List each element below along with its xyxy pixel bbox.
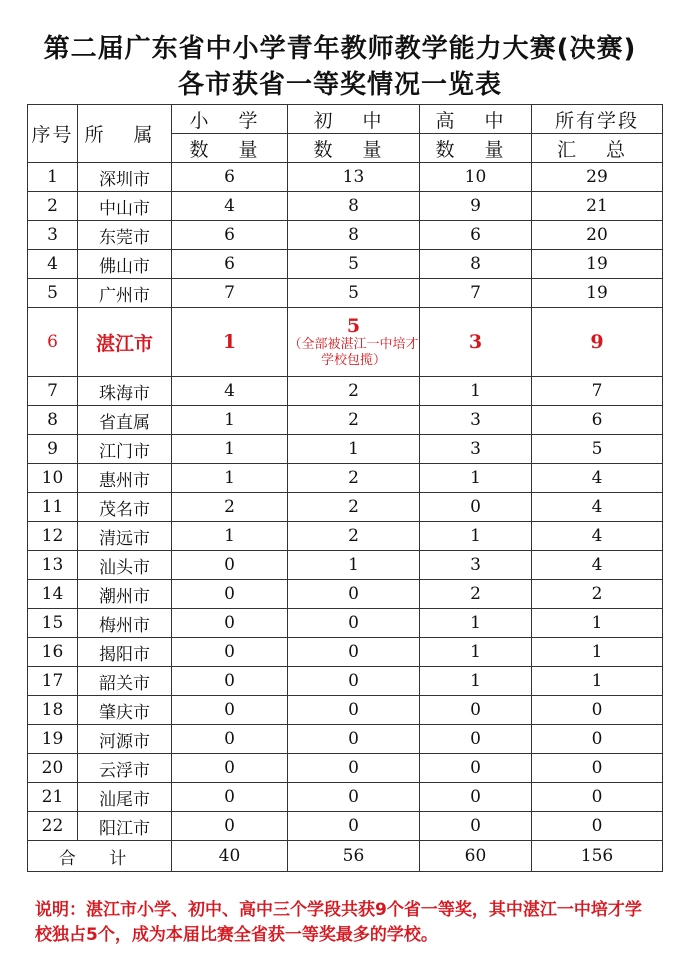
- cell-city: 潮州市: [78, 580, 172, 609]
- table-row: [28, 522, 663, 551]
- cell-primary: 0: [172, 609, 288, 638]
- cell-primary: 0: [172, 812, 288, 841]
- total-label: 合 计: [28, 841, 172, 872]
- cell-total: 2: [532, 580, 663, 609]
- cell-junior: 0: [288, 754, 420, 783]
- cell-seq: 2: [28, 192, 78, 221]
- cell-junior: 2: [288, 493, 420, 522]
- table-row: [28, 279, 663, 308]
- cell-city: 河源市: [78, 725, 172, 754]
- cell-primary: 1: [172, 464, 288, 493]
- table-row: [28, 406, 663, 435]
- cell-city: 东莞市: [78, 221, 172, 250]
- cell-primary: 4: [172, 192, 288, 221]
- cell-primary: 2: [172, 493, 288, 522]
- cell-primary: 6: [172, 221, 288, 250]
- cell-senior: 8: [420, 250, 532, 279]
- cell-seq: 9: [28, 435, 78, 464]
- cell-senior: 10: [420, 163, 532, 192]
- cell-total: 9: [532, 308, 663, 377]
- cell-total: 1: [532, 638, 663, 667]
- header-primary: 小 学: [172, 105, 288, 134]
- cell-primary: 1: [172, 308, 288, 377]
- cell-primary: 0: [172, 754, 288, 783]
- cell-total: 4: [532, 522, 663, 551]
- total-primary: 40: [172, 841, 288, 872]
- cell-seq: 4: [28, 250, 78, 279]
- cell-seq: 14: [28, 580, 78, 609]
- cell-primary: 0: [172, 667, 288, 696]
- cell-city: 深圳市: [78, 163, 172, 192]
- cell-seq: 21: [28, 783, 78, 812]
- cell-seq: 7: [28, 377, 78, 406]
- cell-city: 梅州市: [78, 609, 172, 638]
- cell-primary: 0: [172, 783, 288, 812]
- cell-city: 佛山市: [78, 250, 172, 279]
- cell-junior: 8: [288, 192, 420, 221]
- table-row: [28, 192, 663, 221]
- cell-city: 阳江市: [78, 812, 172, 841]
- cell-senior: 6: [420, 221, 532, 250]
- cell-total: 4: [532, 493, 663, 522]
- cell-junior: 13: [288, 163, 420, 192]
- cell-city: 茂名市: [78, 493, 172, 522]
- cell-junior: 2: [288, 406, 420, 435]
- cell-city: 惠州市: [78, 464, 172, 493]
- cell-total: 21: [532, 192, 663, 221]
- cell-junior: 2: [288, 377, 420, 406]
- cell-total: 19: [532, 279, 663, 308]
- cell-city: 湛江市: [78, 308, 172, 377]
- header-junior: 初 中: [288, 105, 420, 134]
- cell-senior: 1: [420, 638, 532, 667]
- cell-junior: [288, 308, 420, 377]
- header-total-sub: 汇 总: [532, 134, 663, 163]
- cell-primary: 1: [172, 406, 288, 435]
- cell-city: 珠海市: [78, 377, 172, 406]
- cell-senior: 0: [420, 754, 532, 783]
- cell-senior: 7: [420, 279, 532, 308]
- cell-junior-note: （全部被湛江一中培才学校包揽）: [288, 337, 419, 368]
- table-row: [28, 377, 663, 406]
- cell-primary: 0: [172, 551, 288, 580]
- cell-total: 5: [532, 435, 663, 464]
- cell-junior: 2: [288, 464, 420, 493]
- cell-senior: 0: [420, 725, 532, 754]
- cell-junior: 0: [288, 580, 420, 609]
- total-junior: 56: [288, 841, 420, 872]
- footnote: 说明：湛江市小学、初中、高中三个学段共获9个省一等奖，其中湛江一中培才学校独占5个，成为本届比赛全省获一等奖最多的学校。: [35, 900, 642, 945]
- cell-junior: 0: [288, 783, 420, 812]
- cell-seq: 22: [28, 812, 78, 841]
- cell-junior: 0: [288, 725, 420, 754]
- cell-senior: 0: [420, 696, 532, 725]
- cell-senior: 0: [420, 493, 532, 522]
- cell-seq: 15: [28, 609, 78, 638]
- cell-total: 0: [532, 696, 663, 725]
- cell-senior: 0: [420, 812, 532, 841]
- cell-seq: 10: [28, 464, 78, 493]
- cell-junior: 1: [288, 435, 420, 464]
- cell-total: 1: [532, 609, 663, 638]
- cell-senior: 2: [420, 580, 532, 609]
- cell-total: 6: [532, 406, 663, 435]
- cell-primary: 7: [172, 279, 288, 308]
- cell-primary: 1: [172, 522, 288, 551]
- cell-junior-value: 5: [346, 315, 361, 337]
- cell-city: 汕尾市: [78, 783, 172, 812]
- cell-primary: 6: [172, 250, 288, 279]
- header-senior-sub: 数 量: [420, 134, 532, 163]
- cell-total: 0: [532, 725, 663, 754]
- cell-junior: 5: [288, 279, 420, 308]
- table-row: [28, 754, 663, 783]
- awards-table: [27, 104, 663, 872]
- cell-total: 1: [532, 667, 663, 696]
- cell-city: 清远市: [78, 522, 172, 551]
- header-junior-sub: 数 量: [288, 134, 420, 163]
- header-total: 所有学段: [532, 105, 663, 134]
- header-senior: 高 中: [420, 105, 532, 134]
- table-row: [28, 221, 663, 250]
- cell-junior: 8: [288, 221, 420, 250]
- cell-junior: 2: [288, 522, 420, 551]
- cell-senior: 1: [420, 464, 532, 493]
- total-all: 156: [532, 841, 663, 872]
- cell-city: 广州市: [78, 279, 172, 308]
- total-row: [28, 841, 663, 872]
- cell-primary: 1: [172, 435, 288, 464]
- cell-junior: 0: [288, 638, 420, 667]
- table-row: [28, 725, 663, 754]
- cell-junior: 0: [288, 609, 420, 638]
- table-row: [28, 250, 663, 279]
- cell-city: 肇庆市: [78, 696, 172, 725]
- cell-seq: 19: [28, 725, 78, 754]
- cell-total: 0: [532, 783, 663, 812]
- cell-senior: 1: [420, 522, 532, 551]
- cell-seq: 12: [28, 522, 78, 551]
- cell-primary: 0: [172, 725, 288, 754]
- table-row: [28, 435, 663, 464]
- header-primary-sub: 数 量: [172, 134, 288, 163]
- cell-senior: 3: [420, 308, 532, 377]
- cell-total: 4: [532, 551, 663, 580]
- header-seq: 序号: [28, 105, 78, 163]
- cell-seq: 13: [28, 551, 78, 580]
- cell-senior: 0: [420, 783, 532, 812]
- cell-seq: 8: [28, 406, 78, 435]
- table-row: [28, 580, 663, 609]
- cell-junior: 0: [288, 667, 420, 696]
- cell-total: 0: [532, 812, 663, 841]
- cell-senior: 3: [420, 406, 532, 435]
- cell-primary: 0: [172, 696, 288, 725]
- header-city: 所 属: [78, 105, 172, 163]
- cell-senior: 3: [420, 551, 532, 580]
- table-row: [28, 308, 663, 377]
- cell-seq: 17: [28, 667, 78, 696]
- total-senior: 60: [420, 841, 532, 872]
- table-row: [28, 163, 663, 192]
- cell-city: 云浮市: [78, 754, 172, 783]
- cell-primary: 0: [172, 638, 288, 667]
- cell-total: 29: [532, 163, 663, 192]
- cell-city: 省直属: [78, 406, 172, 435]
- cell-city: 汕头市: [78, 551, 172, 580]
- page-title: 第二届广东省中小学青年教师教学能力大赛(决赛): [43, 34, 637, 64]
- cell-junior: 1: [288, 551, 420, 580]
- cell-city: 揭阳市: [78, 638, 172, 667]
- cell-seq: 5: [28, 279, 78, 308]
- cell-senior: 1: [420, 667, 532, 696]
- cell-senior: 1: [420, 377, 532, 406]
- table-row: [28, 812, 663, 841]
- cell-primary: 6: [172, 163, 288, 192]
- cell-seq: 16: [28, 638, 78, 667]
- table-row: [28, 783, 663, 812]
- cell-total: 0: [532, 754, 663, 783]
- cell-primary: 0: [172, 580, 288, 609]
- cell-junior: 0: [288, 696, 420, 725]
- cell-total: 19: [532, 250, 663, 279]
- cell-seq: 11: [28, 493, 78, 522]
- cell-city: 中山市: [78, 192, 172, 221]
- cell-junior: 0: [288, 812, 420, 841]
- table-row: [28, 696, 663, 725]
- table-row: [28, 464, 663, 493]
- table-row: [28, 609, 663, 638]
- table-row: [28, 667, 663, 696]
- table-row: [28, 493, 663, 522]
- cell-seq: 18: [28, 696, 78, 725]
- cell-senior: 3: [420, 435, 532, 464]
- table-row: [28, 638, 663, 667]
- cell-total: 4: [532, 464, 663, 493]
- cell-primary: 4: [172, 377, 288, 406]
- cell-seq: 3: [28, 221, 78, 250]
- cell-total: 20: [532, 221, 663, 250]
- cell-total: 7: [532, 377, 663, 406]
- table-body: [28, 163, 663, 841]
- page-subtitle: 各市获省一等奖情况一览表: [177, 70, 502, 100]
- cell-seq: 6: [28, 308, 78, 377]
- cell-senior: 9: [420, 192, 532, 221]
- cell-city: 江门市: [78, 435, 172, 464]
- cell-junior: 5: [288, 250, 420, 279]
- table-row: [28, 551, 663, 580]
- cell-seq: 1: [28, 163, 78, 192]
- cell-senior: 1: [420, 609, 532, 638]
- cell-city: 韶关市: [78, 667, 172, 696]
- cell-seq: 20: [28, 754, 78, 783]
